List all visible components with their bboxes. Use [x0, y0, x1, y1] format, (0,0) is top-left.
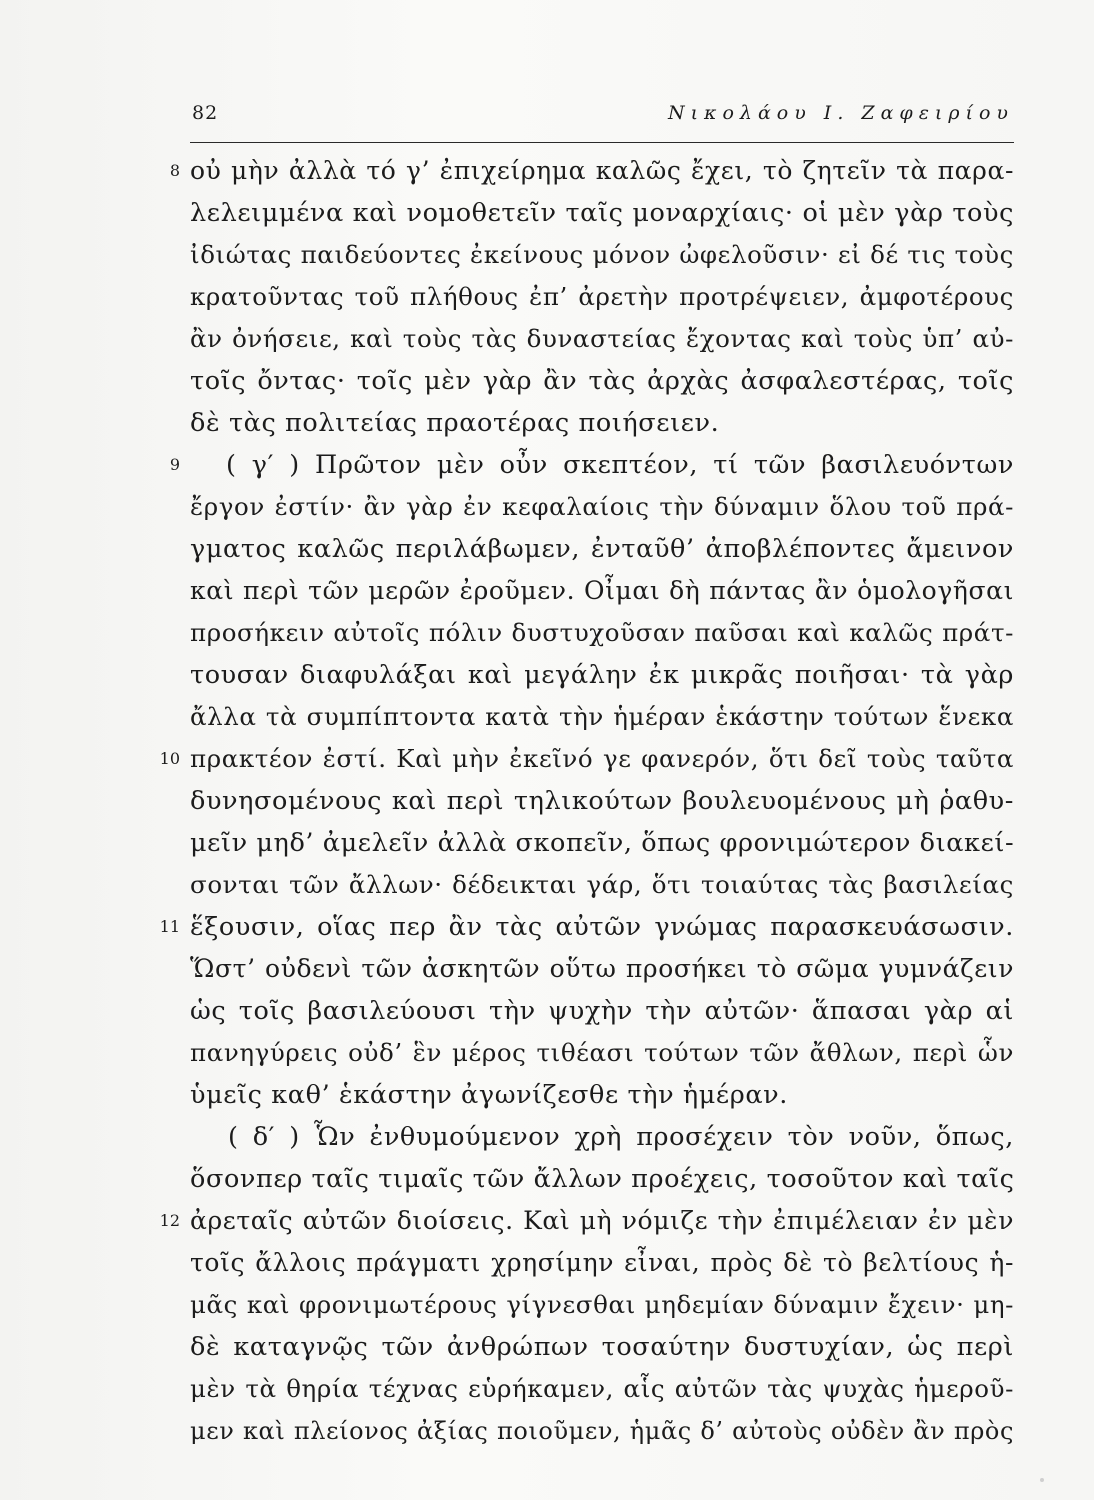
- text-line: 12 ἀρεταῖς αὐτῶν διοίσεις. Καὶ μὴ νόμιζε τὴν ἐπιμέλειαν ἐν μὲν: [190, 1200, 1014, 1242]
- text-line: τοῖς ἄλλοις πράγματι χρησίμην εἶναι, πρὸς δὲ τὸ βελτίους ἡ-: [190, 1248, 1014, 1277]
- section-number: 11: [159, 917, 180, 936]
- page-number: 82: [192, 102, 219, 124]
- text-line: κρατοῦντας τοῦ πλήθους ἐπ’ ἀρετὴν προτρέψειεν, ἀμφοτέρους: [190, 282, 1014, 311]
- text-line: ἰδιώτας παιδεύοντες ἐκείνους μόνον ὠφελοῦσιν· εἰ δέ τις τοὺς: [190, 240, 1014, 269]
- text-line: σονται τῶν ἄλλων· δέδεικται γάρ, ὅτι τοιαύτας τὰς βασιλείας: [190, 870, 1014, 899]
- text-line: μεῖν μηδ’ ἀμελεῖν ἀλλὰ σκοπεῖν, ὅπως φρονιμώτερον διακεί-: [190, 828, 1015, 858]
- text-line: 11 ἕξουσιν, οἵας περ ἂν τὰς αὐτῶν γνώμας παρασκευάσωσιν.: [190, 906, 1014, 948]
- text-line: πανηγύρεις οὐδ’ ἓν μέρος τιθέασι τούτων τῶν ἄθλων, περὶ ὧν: [190, 1038, 1014, 1067]
- text-line: καὶ περὶ τῶν μερῶν ἐροῦμεν. Οἶμαι δὴ πάντας ἂν ὁμολογῆσαι: [190, 576, 1014, 605]
- body-text: [159, 150, 1015, 1452]
- section-number: 9: [169, 455, 180, 474]
- text-line: ἔργον ἐστίν· ἂν γὰρ ἐν κεφαλαίοις τὴν δύναμιν ὅλου τοῦ πρά-: [190, 492, 1014, 521]
- text-line: ἂν ὀνήσειε, καὶ τοὺς τὰς δυναστείας ἔχοντας καὶ τοὺς ὑπ’ αὐ-: [190, 324, 1014, 353]
- text-line: γματος καλῶς περιλάβωμεν, ἐνταῦθ’ ἀποβλέποντες ἄμεινον: [190, 534, 1014, 564]
- section-number: 10: [159, 749, 180, 768]
- text-line: μεν καὶ πλείονος ἀξίας ποιοῦμεν, ἡμᾶς δ’ αὐτοὺς οὐδὲν ἂν πρὸς: [190, 1417, 1014, 1445]
- text-line: λελειμμένα καὶ νομοθετεῖν ταῖς μοναρχίαις· οἱ μὲν γὰρ τοὺς: [190, 198, 1014, 228]
- text-line: τουσαν διαφυλάξαι καὶ μεγάλην ἐκ μικρᾶς ποιῆσαι· τὰ γὰρ: [190, 660, 1014, 690]
- text-line: δυνησομένους καὶ περὶ τηλικούτων βουλευομένους μὴ ῥαθυ-: [190, 786, 1014, 816]
- text-line: 8 οὐ μὴν ἀλλὰ τό γ’ ἐπιχείρημα καλῶς ἔχει, τὸ ζητεῖν τὰ παρα-: [190, 150, 1014, 192]
- page-header: [190, 100, 1014, 143]
- text-line: δὲ τὰς πολιτείας πραοτέρας ποιήσειεν.: [190, 408, 720, 438]
- text-line: μᾶς καὶ φρονιμωτέρους γίγνεσθαι μηδεμίαν δύναμιν ἔχειν· μη-: [190, 1290, 1014, 1319]
- text-line: ( δ′ ) Ὧν ἐνθυμούμενον χρὴ προσέχειν τὸν νοῦν, ὅπως,: [228, 1122, 1014, 1152]
- text-line: 9 ( γ′ ) Πρῶτον μὲν οὖν σκεπτέον, τί τῶν βασιλευόντων: [190, 444, 1014, 486]
- text-line: δὲ καταγνῷς τῶν ἀνθρώπων τοσαύτην δυστυχίαν, ὡς περὶ: [190, 1332, 1014, 1362]
- text-line: Ὥστ’ οὐδενὶ τῶν ἀσκητῶν οὕτω προσήκει τὸ σῶμα γυμνάζειν: [190, 954, 1014, 983]
- text-line: 10 πρακτέον ἐστί. Καὶ μὴν ἐκεῖνό γε φανερόν, ὅτι δεῖ τοὺς ταῦτα: [190, 738, 1014, 780]
- text-line: ὅσονπερ ταῖς τιμαῖς τῶν ἄλλων προέχεις, τοσοῦτον καὶ ταῖς: [190, 1164, 1015, 1194]
- text-line: προσήκειν αὐτοῖς πόλιν δυστυχοῦσαν παῦσαι καὶ καλῶς πράτ-: [190, 618, 1014, 647]
- text-line: ὑμεῖς καθ’ ἑκάστην ἀγωνίζεσθε τὴν ἡμέραν.: [190, 1080, 788, 1110]
- text-line: τοῖς ὄντας· τοῖς μὲν γὰρ ἂν τὰς ἀρχὰς ἀσφαλεστέρας, τοῖς: [190, 366, 1014, 396]
- section-number: 12: [159, 1211, 180, 1230]
- section-number: 8: [169, 161, 180, 180]
- text-line: ὡς τοῖς βασιλεύουσι τὴν ψυχὴν τὴν αὐτῶν· ἅπασαι γὰρ αἱ: [190, 996, 1014, 1026]
- text-line: μὲν τὰ θηρία τέχνας εὑρήκαμεν, αἷς αὐτῶν τὰς ψυχὰς ἡμεροῦ-: [190, 1374, 1014, 1403]
- running-title: Νικολάου Ι. Ζαφειρίου: [667, 102, 1014, 124]
- paper-speck: [1040, 1478, 1044, 1482]
- text-line: ἄλλα τὰ συμπίπτοντα κατὰ τὴν ἡμέραν ἑκάστην τούτων ἕνεκα: [190, 702, 1014, 731]
